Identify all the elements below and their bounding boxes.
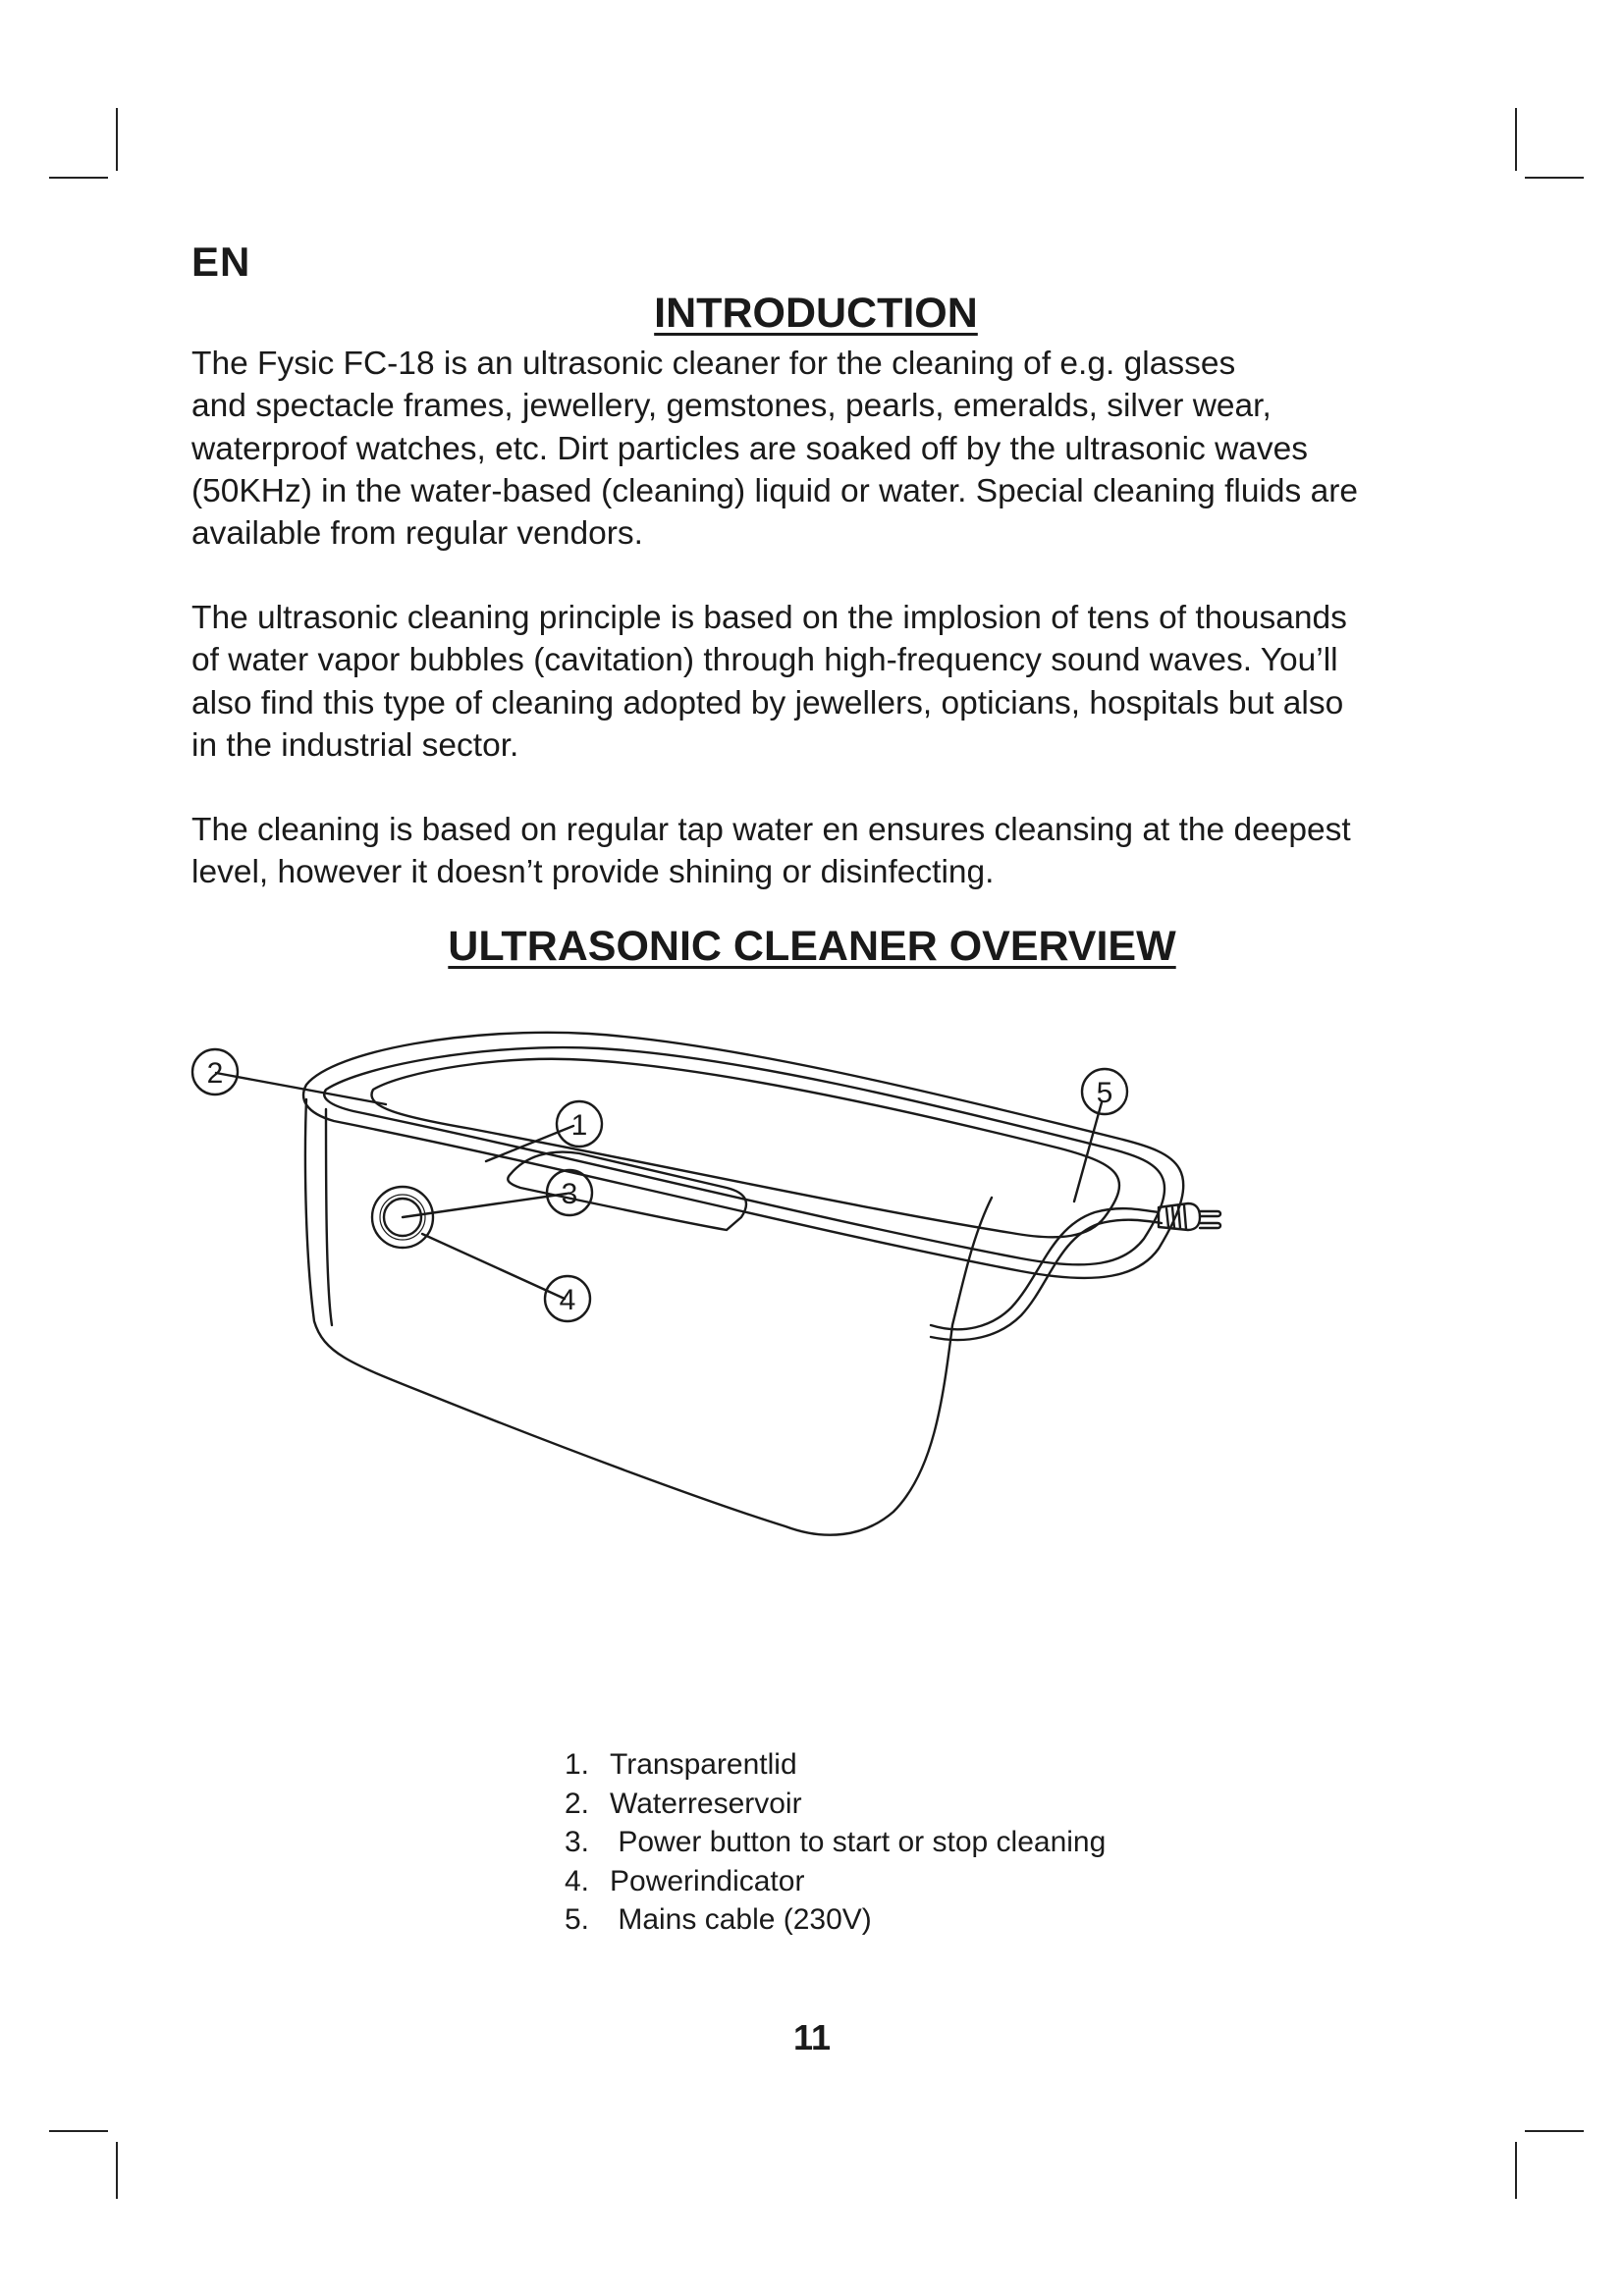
intro-paragraph-1: [191, 343, 1468, 555]
leader-line-3: [403, 1194, 567, 1217]
overview-heading: ULTRASONIC CLEANER OVERVIEW: [448, 923, 1176, 970]
intro-paragraph-3: [191, 809, 1468, 894]
page-number: 11: [792, 2017, 832, 2057]
callout-label-2: 2: [206, 1057, 224, 1090]
list-item: [565, 1745, 1106, 1785]
crop-mark-bottom-right-vertical: [1515, 2142, 1517, 2199]
text-line: of water vapor bubbles (cavitation) through high-frequency sound waves. You’ll: [191, 642, 1338, 679]
crop-mark-top-right-vertical: [1515, 108, 1517, 171]
leader-line-5: [1074, 1102, 1102, 1201]
list-item-label: Mains cable (230V): [610, 1903, 872, 1936]
list-item: [565, 1900, 1106, 1940]
crop-mark-bottom-left-horizontal: [49, 2130, 108, 2132]
parts-list: [565, 1745, 1106, 1940]
introduction-heading: INTRODUCTION: [654, 290, 978, 337]
list-item: [565, 1785, 1106, 1824]
ultrasonic-cleaner-diagram: [177, 991, 1453, 1679]
text-line: The cleaning is based on regular tap water en ensures cleansing at the deepest: [191, 812, 1351, 848]
list-item-label: Powerindicator: [610, 1864, 805, 1897]
intro-paragraph-2: [191, 597, 1468, 767]
text-line: available from regular vendors.: [191, 515, 643, 553]
list-item-number: 5.: [565, 1903, 590, 1936]
callout-label-3: 3: [561, 1178, 578, 1210]
list-item-number: 3.: [565, 1826, 590, 1858]
text-line: also find this type of cleaning adopted by jewellers, opticians, hospitals but also: [191, 684, 1344, 721]
language-label: EN: [191, 239, 251, 285]
text-line: The Fysic FC-18 is an ultrasonic cleaner for the cleaning of e.g. glasses: [191, 346, 1236, 382]
leader-line-4: [422, 1234, 565, 1299]
text-line: (50KHz) in the water-based (cleaning) liquid or water. Special cleaning fluids are: [191, 472, 1359, 509]
crop-mark-bottom-left-vertical: [116, 2142, 118, 2199]
text-line: The ultrasonic cleaning principle is based on the implosion of tens of thousands: [191, 600, 1347, 636]
text-line: level, however it doesn’t provide shining or disinfecting.: [191, 854, 995, 891]
list-item-label: Power button to start or stop cleaning: [610, 1826, 1107, 1858]
list-item-number: 2.: [565, 1787, 590, 1820]
crop-mark-top-left-horizontal: [49, 177, 108, 179]
callout-label-1: 1: [570, 1109, 588, 1142]
crop-mark-bottom-right-horizontal: [1525, 2130, 1584, 2132]
plug-pins: [1200, 1211, 1220, 1228]
text-line: and spectacle frames, jewellery, gemstones, pearls, emeralds, silver wear,: [191, 388, 1272, 425]
crop-mark-top-right-horizontal: [1525, 177, 1584, 179]
text-line: waterproof watches, etc. Dirt particles are soaked off by the ultrasonic waves: [191, 430, 1309, 467]
list-item-label: Transparentlid: [610, 1748, 797, 1781]
callout-label-5: 5: [1096, 1077, 1113, 1109]
text-line: in the industrial sector.: [191, 726, 519, 764]
crop-mark-top-left-vertical: [116, 108, 118, 171]
list-item-label: Waterreservoir: [610, 1787, 802, 1820]
list-item: [565, 1862, 1106, 1901]
callout-label-4: 4: [559, 1284, 576, 1316]
list-item-number: 1.: [565, 1748, 590, 1781]
list-item: [565, 1823, 1106, 1862]
list-item-number: 4.: [565, 1864, 590, 1897]
leader-line-2: [216, 1073, 386, 1104]
